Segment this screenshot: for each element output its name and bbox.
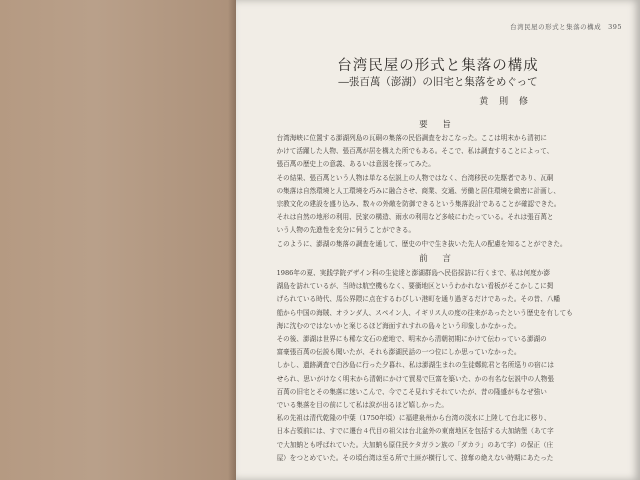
running-header: 台湾民屋の形式と集落の構成 395 — [510, 23, 622, 31]
text-line: で大加蚋とも呼ばれていた。大加蚋も原住民ケタガラン族の「ダカラ」のあて字）の保正（庄 — [276, 440, 554, 449]
text-line: その後、澎湖は世界にも稀な文石の産地で、明末から清朝初期にかけて伝わっている澎湖の — [276, 335, 547, 344]
text-line: 宗教文化の建設を盛り込み、数々の外敵を防御できるという集落設計であることが確認できた。 — [276, 200, 561, 209]
article-title: 台湾民屋の形式と集落の構成 — [337, 58, 539, 74]
author-name: 黄 則 修 — [479, 97, 532, 107]
document-page — [236, 0, 640, 480]
text-line: 1986年の夏、実践学院デザイン科の生徒達と澎湖群島へ民俗採訪に行くまで、私は何度か澎 — [276, 269, 550, 277]
text-line: 船から中国の海賊、オランダ人、スペイン人、イギリス人の度の往来があったという歴史を有しても — [276, 308, 573, 317]
book-cover — [0, 0, 236, 480]
text-line: 海に沈むのではないかと案じるほど海面すれすれの島々という印象しかなかった。 — [276, 321, 521, 330]
text-line: せられ、思いがけなく明末から清朝にかけて貿易で巨富を築いた、かの有名な伝説中の人物張 — [276, 374, 554, 383]
intro-body — [270, 267, 622, 465]
abstract-heading: 要 旨 — [419, 120, 457, 130]
text-line: 湖島を訪れているが、当時は航空機もなく、要衝地区というわかれない看板がそこかしこに掲 — [276, 282, 554, 291]
text-line: でいる集落を目の前にして私は涙が出るほど嬉しかった。 — [276, 401, 449, 410]
text-line: の集落は自然環境と人工環境を巧みに融合させ、商業、交通、労働と居住環境を緻密に計画し、 — [276, 186, 560, 195]
text-line: それは自然の地形の利用、民家の構造、雨水の利用など多岐にわたっている。それは張百萬と — [276, 213, 554, 222]
article-subtitle: ―張百萬（澎湖）の旧宅と集落をめぐって — [338, 76, 538, 88]
text-line: しかし、遺跡調査で白沙島に行った夕暮れ、私は澎湖生まれの生徒鄭紘君と名所巡りの宿には — [276, 361, 554, 370]
text-line: 富豪張百萬の伝説も聞いたが、それも澎湖民話の一つ位にしか思っていなかった。 — [276, 348, 521, 357]
text-line: かけて活躍した人物、張百萬が居を構えた所でもある。そこで、私は調査することによって、 — [276, 147, 554, 156]
text-line: げられている時代、馬公界隈に点在するわびしい港町を通り過ぎるだけであった。その昔、八幡 — [276, 295, 561, 304]
text-line: 台湾海峡に位置する澎湖列島の瓦硐の集落の民俗調査をおこなった。ここは明末から清初に — [276, 134, 547, 142]
text-line: 屋）をつとめていた。その頃台湾は至る所で土匪が横行して、掠奪の絶えない時期にあたった — [276, 453, 554, 462]
text-line: 百萬の旧宅とその集落に迷いこんで、今でこそ見れすそれていたが、昔の隆盛がもなぜ強い — [276, 387, 547, 396]
text-line: 日本占領前には、すでに遷台４代目の祖父は台北盆外の東南地区を包括する大加納堡（あて字 — [276, 427, 554, 436]
text-line: このように、澎湖の集落の調査を通して、歴史の中で生き抜いた先人の配慮を知ることができた。 — [276, 239, 567, 248]
text-line: 張百萬の歴史上の意義、あるいは意図を探ってみた。 — [276, 160, 435, 169]
intro-heading: 前 言 — [419, 254, 457, 264]
text-line: いう人物の先進性を充分に伺うことができる。 — [276, 226, 416, 235]
text-line: 私の先祖は清代乾隆の中葉（1750年頃）に福建泉州から台湾の淡水に上陸して台北に移り、 — [276, 414, 551, 423]
abstract-body — [270, 132, 622, 251]
text-line: その結果、張百萬という人物は単なる伝説上の人物ではなく、台湾移民の先駆者であり、瓦硐 — [276, 173, 554, 182]
